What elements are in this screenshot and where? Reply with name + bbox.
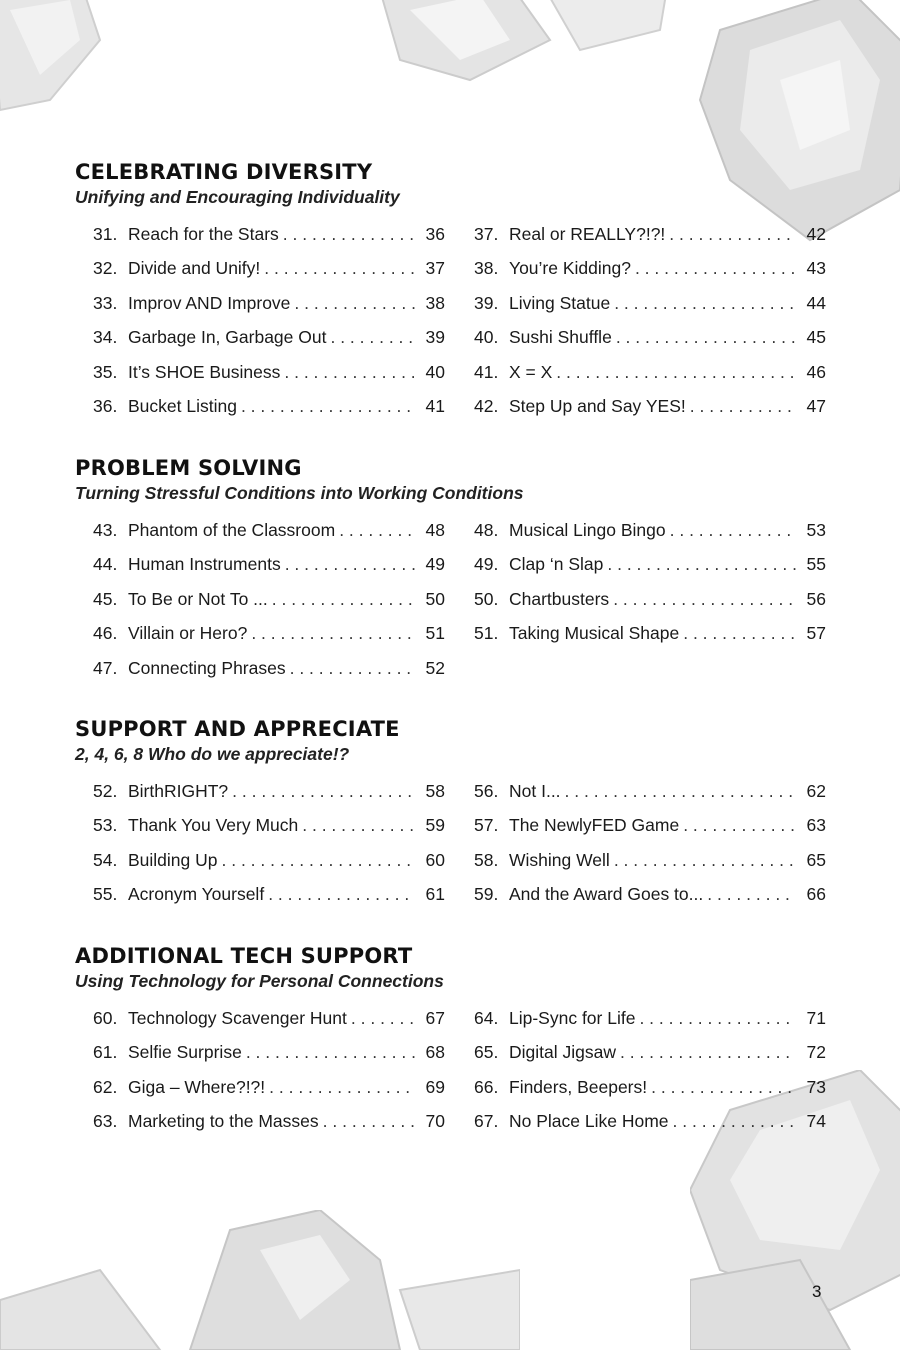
- ice-decoration-top-left: [0, 0, 140, 130]
- entry-page: 40: [425, 361, 445, 382]
- dot-leader: [683, 808, 796, 842]
- entry-number: 66.: [474, 1076, 499, 1097]
- section-title: PROBLEM SOLVING: [75, 456, 302, 480]
- toc-entry[interactable]: [474, 616, 826, 650]
- toc-section-support-and-appreciate: [75, 717, 835, 905]
- entry-title: Building Up: [128, 849, 218, 870]
- entry-title: Taking Musical Shape: [509, 623, 680, 644]
- entry-title: Phantom of the Classroom: [128, 520, 336, 540]
- entry-title: And the Award Goes to...: [509, 884, 704, 905]
- left-column: [93, 1001, 445, 1139]
- entry-number: 49.: [474, 554, 499, 575]
- entry-page: 46: [806, 361, 826, 382]
- right-column: [474, 774, 826, 912]
- left-column: [93, 217, 445, 423]
- entry-title: Not I...: [509, 781, 561, 801]
- dot-leader: [565, 774, 796, 808]
- entry-number: 44.: [93, 554, 118, 575]
- toc-entry[interactable]: [474, 513, 826, 547]
- entry-title: It’s SHOE Business: [128, 361, 281, 382]
- entry-number: 36.: [93, 395, 118, 416]
- toc-section-problem-solving: [75, 456, 835, 678]
- entry-page: 39: [425, 327, 445, 348]
- entry-number: 54.: [93, 849, 118, 870]
- dot-leader: [690, 389, 796, 423]
- entry-title: Clap ‘n Slap: [509, 554, 604, 575]
- section-subtitle: Using Technology for Personal Connections: [75, 971, 444, 991]
- entry-title: Giga – Where?!?!: [128, 1076, 266, 1097]
- entry-title: You’re Kidding?: [509, 258, 631, 279]
- toc-entry[interactable]: [93, 808, 445, 842]
- entry-page: 43: [806, 258, 826, 279]
- entry-title: Finders, Beepers!: [509, 1076, 648, 1097]
- entry-page: 51: [425, 623, 445, 644]
- dot-leader: [614, 843, 796, 877]
- dot-leader: [264, 251, 415, 285]
- entry-title: Lip-Sync for Life: [509, 1008, 636, 1028]
- toc-entry[interactable]: [93, 320, 445, 354]
- toc-entry[interactable]: [93, 513, 445, 547]
- dot-leader: [246, 1035, 415, 1069]
- toc-entry[interactable]: [474, 1035, 826, 1069]
- dot-leader: [639, 1001, 796, 1035]
- entry-page: 66: [806, 884, 826, 905]
- dot-leader: [616, 320, 796, 354]
- entry-page: 68: [425, 1042, 445, 1063]
- dot-leader: [302, 808, 415, 842]
- entry-number: 33.: [93, 292, 118, 313]
- right-column: [474, 513, 826, 651]
- entry-title: BirthRIGHT?: [128, 781, 229, 801]
- dot-leader: [285, 547, 415, 581]
- entry-page: 60: [425, 849, 445, 870]
- toc-entry[interactable]: [93, 582, 445, 616]
- entry-page: 44: [806, 292, 826, 313]
- dot-leader: [707, 877, 796, 911]
- entry-page: 74: [806, 1111, 826, 1132]
- entry-title: Improv AND Improve: [128, 292, 291, 313]
- entry-page: 72: [806, 1042, 826, 1063]
- entry-title: Living Statue: [509, 292, 611, 313]
- toc-entry[interactable]: [93, 1035, 445, 1069]
- entry-number: 65.: [474, 1042, 499, 1063]
- entry-page: 45: [806, 327, 826, 348]
- entry-page: 48: [425, 520, 445, 540]
- entry-title: Chartbusters: [509, 588, 610, 609]
- entry-page: 49: [425, 554, 445, 575]
- dot-leader: [283, 217, 415, 251]
- left-column: [93, 513, 445, 685]
- dot-leader: [670, 513, 796, 547]
- toc-entry[interactable]: [474, 286, 826, 320]
- entry-page: 47: [806, 395, 826, 416]
- entry-page: 73: [806, 1076, 826, 1097]
- section-subtitle: 2, 4, 6, 8 Who do we appreciate!?: [75, 744, 350, 764]
- toc-entry[interactable]: [93, 355, 445, 389]
- entry-title: Selfie Surprise: [128, 1042, 242, 1063]
- toc-entry[interactable]: [474, 217, 826, 251]
- toc-section-additional-tech-support: [75, 944, 835, 1132]
- toc-entry[interactable]: [93, 389, 445, 423]
- toc-entry[interactable]: [93, 651, 445, 685]
- dot-leader: [339, 513, 415, 547]
- entry-number: 48.: [474, 520, 499, 540]
- toc-entry[interactable]: [474, 1001, 826, 1035]
- toc-entry[interactable]: [93, 843, 445, 877]
- entry-title: The NewlyFED Game: [509, 815, 680, 836]
- entry-page: 67: [425, 1008, 445, 1028]
- toc-entry[interactable]: [93, 1104, 445, 1138]
- entry-page: 69: [425, 1076, 445, 1097]
- entry-number: 61.: [93, 1042, 118, 1063]
- dot-leader: [607, 547, 796, 581]
- entry-number: 53.: [93, 815, 118, 836]
- left-column: [93, 774, 445, 912]
- section-subtitle: Unifying and Encouraging Individuality: [75, 187, 400, 207]
- entry-title: Wishing Well: [509, 849, 610, 870]
- toc-entry[interactable]: [93, 774, 445, 808]
- toc-entry[interactable]: [474, 1070, 826, 1104]
- toc-section-celebrating-diversity: [75, 160, 835, 416]
- entry-title: Acronym Yourself: [128, 884, 265, 905]
- dot-leader: [241, 389, 415, 423]
- entry-number: 52.: [93, 781, 118, 801]
- entry-number: 58.: [474, 849, 499, 870]
- toc-entry[interactable]: [474, 808, 826, 842]
- entry-number: 51.: [474, 623, 499, 644]
- entry-page: 58: [425, 781, 445, 801]
- entry-page: 36: [425, 224, 445, 244]
- entry-title: Garbage In, Garbage Out: [128, 327, 327, 348]
- entry-page: 41: [425, 395, 445, 416]
- entry-page: 42: [806, 224, 826, 244]
- toc-entry[interactable]: [93, 217, 445, 251]
- entry-title: Divide and Unify!: [128, 258, 261, 279]
- right-column: [474, 1001, 826, 1139]
- entry-number: 55.: [93, 884, 118, 905]
- dot-leader: [294, 286, 415, 320]
- dot-leader: [614, 286, 796, 320]
- toc-entry[interactable]: [93, 286, 445, 320]
- section-subtitle: Turning Stressful Conditions into Working Conditions: [75, 483, 524, 503]
- toc-entry[interactable]: [474, 1104, 826, 1138]
- dot-leader: [556, 355, 796, 389]
- entry-number: 64.: [474, 1008, 499, 1028]
- entry-page: 57: [806, 623, 826, 644]
- entry-title: Sushi Shuffle: [509, 327, 612, 348]
- toc-entry[interactable]: [474, 582, 826, 616]
- entry-page: 50: [425, 588, 445, 609]
- entry-number: 32.: [93, 258, 118, 279]
- entry-title: Marketing to the Masses: [128, 1111, 319, 1132]
- dot-leader: [232, 774, 415, 808]
- entry-page: 56: [806, 588, 826, 609]
- entry-page: 63: [806, 815, 826, 836]
- entry-number: 62.: [93, 1076, 118, 1097]
- entry-number: 41.: [474, 361, 499, 382]
- entry-title: To Be or Not To ...: [128, 588, 268, 609]
- toc-entry[interactable]: [474, 320, 826, 354]
- dot-leader: [222, 843, 416, 877]
- toc-entry[interactable]: [93, 616, 445, 650]
- entry-number: 43.: [93, 520, 118, 540]
- dot-leader: [613, 582, 796, 616]
- entry-number: 67.: [474, 1111, 499, 1132]
- toc-entry[interactable]: [474, 843, 826, 877]
- entry-number: 63.: [93, 1111, 118, 1132]
- toc-entry[interactable]: [474, 355, 826, 389]
- ice-decoration-top-center: [380, 0, 680, 90]
- entry-title: X = X: [509, 361, 553, 382]
- entry-title: Digital Jigsaw: [509, 1042, 616, 1063]
- section-title: ADDITIONAL TECH SUPPORT: [75, 944, 413, 968]
- entry-number: 46.: [93, 623, 118, 644]
- entry-number: 45.: [93, 588, 118, 609]
- toc-entry[interactable]: [93, 1001, 445, 1035]
- dot-leader: [669, 217, 796, 251]
- entry-number: 60.: [93, 1008, 118, 1028]
- dot-leader: [251, 616, 415, 650]
- dot-leader: [269, 1070, 415, 1104]
- dot-leader: [272, 582, 415, 616]
- dot-leader: [268, 877, 415, 911]
- toc-entry[interactable]: [93, 1070, 445, 1104]
- dot-leader: [635, 251, 796, 285]
- dot-leader: [330, 320, 415, 354]
- entry-title: Villain or Hero?: [128, 623, 248, 644]
- toc-entry[interactable]: [474, 389, 826, 423]
- toc-entry[interactable]: [93, 547, 445, 581]
- entry-title: Bucket Listing: [128, 395, 237, 416]
- entry-page: 65: [806, 849, 826, 870]
- entry-number: 34.: [93, 327, 118, 348]
- toc-entry[interactable]: [474, 547, 826, 581]
- entry-title: Step Up and Say YES!: [509, 395, 686, 416]
- section-title: CELEBRATING DIVERSITY: [75, 160, 373, 184]
- entry-page: 70: [425, 1111, 445, 1132]
- entry-page: 38: [425, 292, 445, 313]
- entry-number: 39.: [474, 292, 499, 313]
- entry-page: 52: [425, 657, 445, 678]
- entry-number: 37.: [474, 224, 499, 244]
- entry-page: 55: [806, 554, 826, 575]
- entry-title: Thank You Very Much: [128, 815, 299, 836]
- entry-number: 35.: [93, 361, 118, 382]
- dot-leader: [620, 1035, 796, 1069]
- dot-leader: [284, 355, 415, 389]
- entry-number: 57.: [474, 815, 499, 836]
- entry-number: 47.: [93, 657, 118, 678]
- right-column: [474, 217, 826, 423]
- dot-leader: [323, 1104, 415, 1138]
- entry-number: 56.: [474, 781, 499, 801]
- entry-number: 59.: [474, 884, 499, 905]
- entry-number: 42.: [474, 395, 499, 416]
- entry-number: 40.: [474, 327, 499, 348]
- entry-title: Real or REALLY?!?!: [509, 224, 666, 244]
- toc-entry[interactable]: [474, 251, 826, 285]
- entry-page: 61: [425, 884, 445, 905]
- entry-number: 50.: [474, 588, 499, 609]
- dot-leader: [351, 1001, 415, 1035]
- dot-leader: [683, 616, 796, 650]
- page-number: 3: [812, 1282, 822, 1301]
- toc-entry[interactable]: [93, 251, 445, 285]
- toc-entry[interactable]: [474, 877, 826, 911]
- entry-page: 62: [806, 781, 826, 801]
- ice-decoration-bottom-left: [0, 1210, 520, 1350]
- entry-page: 53: [806, 520, 826, 540]
- entry-title: Connecting Phrases: [128, 657, 286, 678]
- section-title: SUPPORT AND APPRECIATE: [75, 717, 400, 741]
- toc-entry[interactable]: [474, 774, 826, 808]
- entry-page: 71: [806, 1008, 826, 1028]
- entry-number: 31.: [93, 224, 118, 244]
- dot-leader: [290, 651, 415, 685]
- entry-number: 38.: [474, 258, 499, 279]
- entry-title: Musical Lingo Bingo: [509, 520, 666, 540]
- entry-title: Human Instruments: [128, 554, 281, 575]
- dot-leader: [673, 1104, 796, 1138]
- entry-page: 59: [425, 815, 445, 836]
- entry-title: No Place Like Home: [509, 1111, 669, 1132]
- entry-title: Technology Scavenger Hunt: [128, 1008, 347, 1028]
- entry-title: Reach for the Stars: [128, 224, 279, 244]
- dot-leader: [651, 1070, 796, 1104]
- entry-page: 37: [425, 258, 445, 279]
- toc-entry[interactable]: [93, 877, 445, 911]
